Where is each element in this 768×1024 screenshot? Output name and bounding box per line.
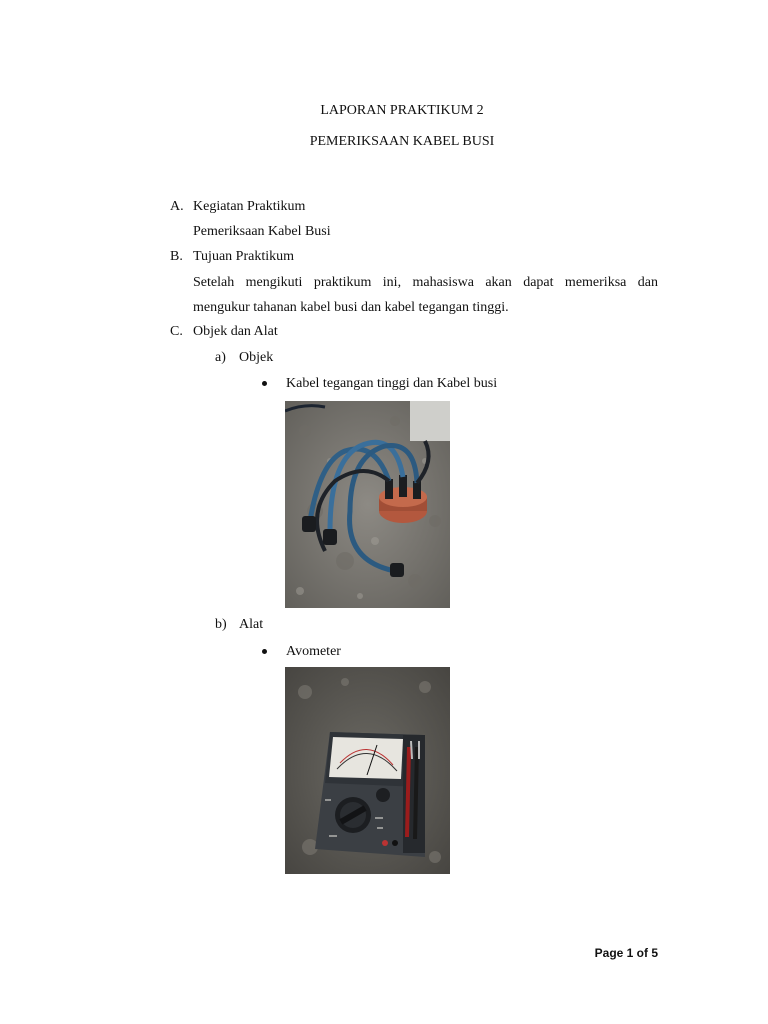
bullet-icon bbox=[262, 649, 267, 654]
objek-item: Kabel tegangan tinggi dan Kabel busi bbox=[286, 376, 498, 391]
section-a-body: Pemeriksaan Kabel Busi bbox=[193, 224, 331, 239]
page-number: Page 1 of 5 bbox=[594, 946, 658, 960]
alat-item: Avometer bbox=[286, 644, 341, 659]
section-a-heading: Kegiatan Praktikum bbox=[193, 199, 306, 214]
section-a-label: A. bbox=[170, 199, 184, 214]
objek-label: a) bbox=[215, 350, 226, 365]
section-b-heading: Tujuan Praktikum bbox=[193, 249, 294, 264]
alat-label: b) bbox=[215, 617, 227, 632]
spark-plug-cables-illustration bbox=[285, 401, 450, 608]
alat-heading: Alat bbox=[239, 617, 264, 632]
report-subtitle: PEMERIKSAAN KABEL BUSI bbox=[309, 134, 495, 149]
section-c-heading: Objek dan Alat bbox=[193, 324, 278, 339]
section-b-body-line1: Setelah mengikuti praktikum ini, mahasiswa akan dapat memeriksa dan bbox=[193, 275, 658, 290]
spark-plug-cables-photo bbox=[285, 401, 450, 608]
section-b-label: B. bbox=[170, 249, 183, 264]
avometer-photo bbox=[285, 667, 450, 874]
section-c-label: C. bbox=[170, 324, 183, 339]
section-b-body-line2: mengukur tahanan kabel busi dan kabel tegangan tinggi. bbox=[193, 300, 509, 315]
bullet-icon bbox=[262, 381, 267, 386]
objek-heading: Objek bbox=[239, 350, 274, 365]
report-title: LAPORAN PRAKTIKUM 2 bbox=[320, 103, 484, 118]
avometer-illustration bbox=[285, 667, 450, 874]
